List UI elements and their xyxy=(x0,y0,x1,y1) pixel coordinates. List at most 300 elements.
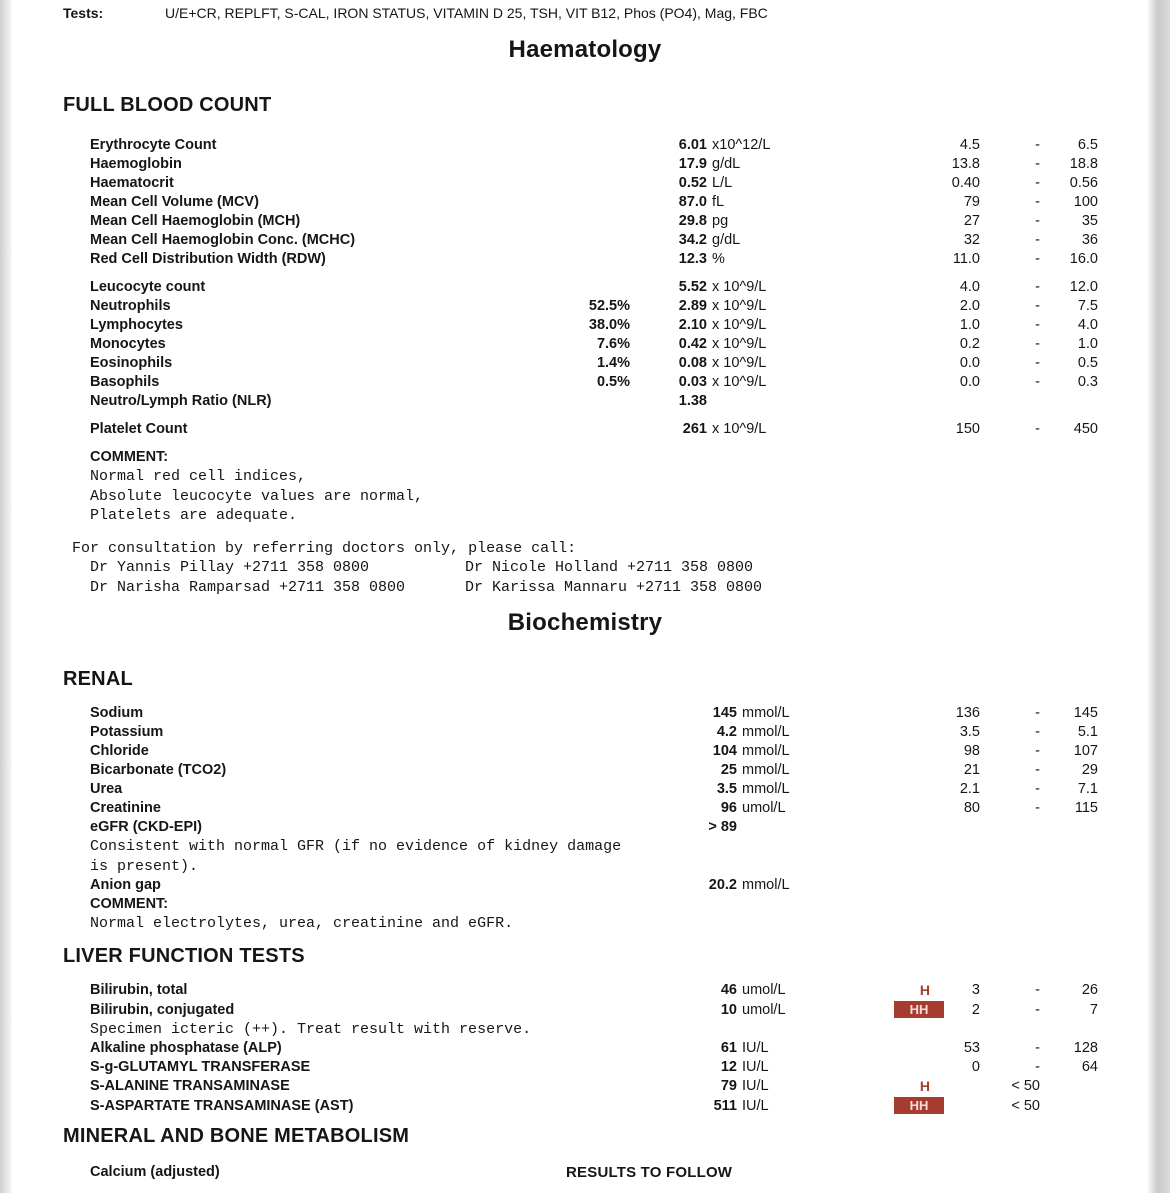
result-value: 29.8 xyxy=(678,213,707,229)
flag-cell xyxy=(852,316,944,335)
percent-value xyxy=(450,1097,630,1116)
test-name: Neutrophils xyxy=(90,298,171,314)
renal-results xyxy=(0,704,1148,934)
result-value: 145 xyxy=(712,705,737,721)
result-unit: mmol/L xyxy=(742,877,790,893)
result-row xyxy=(90,250,1148,269)
result-group xyxy=(0,876,1148,895)
test-name: Erythrocyte Count xyxy=(90,137,217,153)
range-dash: - xyxy=(1035,421,1040,437)
result-unit: IU/L xyxy=(742,1078,769,1094)
test-name: Alkaline phosphatase (ALP) xyxy=(90,1040,282,1056)
percent-value xyxy=(450,155,630,174)
high-flag: H xyxy=(919,981,930,998)
result-unit: mmol/L xyxy=(742,705,790,721)
test-name: Haematocrit xyxy=(90,175,174,191)
result-value: 3.5 xyxy=(716,781,737,797)
flag-cell xyxy=(852,780,944,799)
result-row xyxy=(90,212,1148,231)
reference-low xyxy=(944,392,980,411)
result-row xyxy=(90,799,1148,818)
flag-cell xyxy=(852,704,944,723)
flag-cell xyxy=(852,1077,944,1097)
reference-low: 1.0 xyxy=(959,317,980,333)
result-unit: umol/L xyxy=(742,800,786,816)
test-name: Bilirubin, total xyxy=(90,981,188,998)
range-dash: - xyxy=(1035,1001,1040,1018)
result-value: 25 xyxy=(720,762,737,778)
percent-value xyxy=(450,212,630,231)
result-unit: g/dL xyxy=(712,156,741,172)
reference-high: 115 xyxy=(1074,800,1098,816)
spacer xyxy=(0,439,1148,448)
range-dash: - xyxy=(1035,175,1040,191)
section-heading-full-blood-count: FULL BLOOD COUNT xyxy=(63,94,272,116)
percent-value: 52.5% xyxy=(588,298,630,314)
reference-low: 98 xyxy=(963,743,980,759)
test-name: Monocytes xyxy=(90,336,166,352)
result-row xyxy=(90,297,1148,316)
range-dash xyxy=(980,392,1048,411)
reference-low xyxy=(944,876,980,895)
result-value: 2.10 xyxy=(678,317,707,333)
reference-high: 7 xyxy=(1089,1001,1098,1018)
result-value: 0.52 xyxy=(678,175,707,191)
reference-high: 100 xyxy=(1073,194,1098,210)
flag-cell xyxy=(852,1097,944,1116)
reference-low: 2.1 xyxy=(959,781,980,797)
result-row xyxy=(90,1039,1148,1058)
doctor-contact: Dr Karissa Mannaru +2711 358 0800 xyxy=(465,578,763,596)
test-name: Red Cell Distribution Width (RDW) xyxy=(90,251,326,267)
percent-value: 38.0% xyxy=(588,317,630,333)
result-row xyxy=(90,704,1148,723)
reference-high: 1.0 xyxy=(1077,336,1098,352)
test-name: Haemoglobin xyxy=(90,156,182,172)
reference-high: 35 xyxy=(1081,213,1098,229)
flag-cell xyxy=(852,761,944,780)
reference-high: 7.5 xyxy=(1077,298,1098,314)
result-group xyxy=(0,278,1148,411)
reference-low: 0.0 xyxy=(959,355,980,371)
reference-low: 21 xyxy=(963,762,980,778)
percent-value xyxy=(450,1058,630,1077)
percent-value xyxy=(450,1039,630,1058)
reference-high: 64 xyxy=(1081,1059,1098,1075)
test-name: S-g-GLUTAMYL TRANSFERASE xyxy=(90,1059,311,1075)
reference-high xyxy=(1048,818,1098,837)
result-unit: g/dL xyxy=(712,232,741,248)
result-unit: fL xyxy=(712,194,725,210)
flag-cell xyxy=(852,155,944,174)
percent-value xyxy=(450,704,630,723)
result-row xyxy=(90,1001,1148,1020)
result-row xyxy=(90,818,1148,837)
test-name: Mean Cell Haemoglobin Conc. (MCHC) xyxy=(90,232,356,248)
result-row xyxy=(90,278,1148,297)
result-row xyxy=(90,335,1148,354)
flag-cell xyxy=(852,1001,944,1020)
result-unit xyxy=(737,818,852,837)
flag-cell xyxy=(852,231,944,250)
doctor-contact: Dr Yannis Pillay +2711 358 0800 xyxy=(90,559,370,576)
flag-cell xyxy=(852,212,944,231)
range-dash: - xyxy=(1035,251,1040,267)
result-value: 4.2 xyxy=(716,724,737,740)
result-value: 104 xyxy=(712,743,737,759)
note-line: Normal electrolytes, urea, creatinine and eGFR. xyxy=(90,915,514,932)
test-name: Sodium xyxy=(90,705,144,721)
result-value: 10 xyxy=(720,1001,737,1018)
flag-cell xyxy=(852,876,944,895)
result-unit: IU/L xyxy=(742,1098,769,1114)
result-unit: x 10^9/L xyxy=(712,355,767,371)
result-value: 261 xyxy=(682,421,707,437)
test-name: Eosinophils xyxy=(90,355,173,371)
test-name: S-ASPARTATE TRANSAMINASE (AST) xyxy=(90,1098,354,1114)
test-name: Potassium xyxy=(90,724,164,740)
result-unit xyxy=(707,392,852,411)
flag-cell xyxy=(852,742,944,761)
spacer xyxy=(0,269,1148,278)
range-dash: - xyxy=(1035,298,1040,314)
result-unit: x 10^9/L xyxy=(712,421,767,437)
flag-cell xyxy=(852,723,944,742)
flag-cell xyxy=(852,818,944,837)
test-name: Leucocyte count xyxy=(90,279,206,295)
comment-label: COMMENT: xyxy=(90,449,169,465)
range-dash: - xyxy=(1035,781,1040,797)
percent-value xyxy=(450,278,630,297)
haematology-title: Haematology xyxy=(508,36,662,63)
result-row xyxy=(90,761,1148,780)
reference-low: 150 xyxy=(955,421,980,437)
result-value: 511 xyxy=(713,1098,737,1114)
result-group xyxy=(0,704,1148,837)
reference-high xyxy=(1048,1097,1098,1116)
flag-cell xyxy=(852,373,944,392)
reference-high: 12.0 xyxy=(1069,279,1098,295)
range-dash: - xyxy=(1035,137,1040,153)
flag-cell xyxy=(852,193,944,212)
range-dash xyxy=(980,818,1048,837)
note-line: Normal red cell indices, xyxy=(90,468,307,485)
reference-high: 128 xyxy=(1073,1040,1098,1056)
test-name: Mean Cell Haemoglobin (MCH) xyxy=(90,213,301,229)
result-value: 96 xyxy=(720,800,737,816)
reference-low xyxy=(944,1097,980,1116)
range-dash: - xyxy=(1035,156,1040,172)
result-row xyxy=(90,1077,1148,1097)
result-value: 5.52 xyxy=(678,279,707,295)
result-value: 20.2 xyxy=(708,877,737,893)
result-value: 0.03 xyxy=(678,374,707,390)
spacer xyxy=(0,411,1148,420)
note-line: Platelets are adequate. xyxy=(90,507,298,524)
result-group xyxy=(0,420,1148,439)
percent-value xyxy=(450,1001,630,1020)
percent-value xyxy=(450,174,630,193)
percent-value xyxy=(450,231,630,250)
test-name: Mean Cell Volume (MCV) xyxy=(90,194,259,210)
range-dash: - xyxy=(1035,981,1040,998)
percent-value xyxy=(450,799,630,818)
result-unit: umol/L xyxy=(742,1001,786,1018)
test-name: eGFR (CKD-EPI) xyxy=(90,819,202,835)
consultation-intro: For consultation by referring doctors only, please call: xyxy=(72,539,577,557)
range-dash: - xyxy=(1035,705,1040,721)
reference-limit: < 50 xyxy=(1011,1098,1040,1114)
result-value: 1.38 xyxy=(678,393,707,409)
test-name: Urea xyxy=(90,781,123,797)
percent-value xyxy=(450,193,630,212)
percent-value xyxy=(450,818,630,837)
reference-low: 32 xyxy=(963,232,980,248)
range-dash: - xyxy=(1035,279,1040,295)
consultation-row xyxy=(90,558,1148,578)
doctor-contact: Dr Nicole Holland +2711 358 0800 xyxy=(465,559,754,576)
result-unit: x 10^9/L xyxy=(712,374,767,390)
reference-low: 27 xyxy=(963,213,980,229)
result-unit: x 10^9/L xyxy=(712,298,767,314)
result-unit: mmol/L xyxy=(742,762,790,778)
result-value: 0.42 xyxy=(678,336,707,352)
range-dash: - xyxy=(1035,374,1040,390)
test-name: Basophils xyxy=(90,374,160,390)
result-unit: mmol/L xyxy=(742,781,790,797)
doctor-contact: Dr Narisha Ramparsad +2711 358 0800 xyxy=(90,578,406,596)
result-value: 0.08 xyxy=(678,355,707,371)
results-to-follow-status: RESULTS TO FOLLOW xyxy=(566,1164,733,1181)
result-value: > 89 xyxy=(708,819,737,835)
reference-limit: < 50 xyxy=(1011,1078,1040,1094)
result-value: 17.9 xyxy=(678,156,707,172)
reference-low: 80 xyxy=(963,800,980,816)
range-dash: - xyxy=(1035,743,1040,759)
result-row xyxy=(90,723,1148,742)
reference-high: 145 xyxy=(1073,705,1098,721)
biochemistry-title: Biochemistry xyxy=(507,609,663,636)
flag-cell xyxy=(852,1058,944,1077)
critical-high-flag: HH xyxy=(894,1001,944,1018)
flag-cell xyxy=(852,250,944,269)
reference-high xyxy=(1048,1077,1098,1097)
range-dash: - xyxy=(1035,724,1040,740)
flag-cell xyxy=(852,420,944,439)
reference-low xyxy=(944,1077,980,1097)
viewer-margin-right xyxy=(1148,0,1170,1193)
result-row xyxy=(90,1097,1148,1116)
flag-cell xyxy=(852,278,944,297)
flag-cell xyxy=(852,981,944,1001)
percent-value xyxy=(450,420,630,439)
range-dash: - xyxy=(1035,336,1040,352)
result-row xyxy=(90,373,1148,392)
note-line: Specimen icteric (++). Treat result with reserve. xyxy=(90,1020,532,1038)
result-unit: x 10^9/L xyxy=(712,317,767,333)
percent-value xyxy=(450,780,630,799)
high-flag: H xyxy=(919,1078,930,1094)
result-row xyxy=(90,1058,1148,1077)
test-name: Lymphocytes xyxy=(90,317,183,333)
percent-value xyxy=(450,742,630,761)
flag-cell xyxy=(852,392,944,411)
full-blood-count-results xyxy=(0,136,1148,526)
reference-high: 0.3 xyxy=(1077,374,1098,390)
result-row xyxy=(90,174,1148,193)
result-value: 12.3 xyxy=(678,251,707,267)
result-value: 2.89 xyxy=(678,298,707,314)
test-name: Anion gap xyxy=(90,877,161,893)
range-dash xyxy=(980,876,1048,895)
result-row xyxy=(90,354,1148,373)
result-unit: % xyxy=(712,251,725,267)
result-unit: umol/L xyxy=(742,981,786,998)
flag-cell xyxy=(852,335,944,354)
reference-low: 53 xyxy=(963,1040,980,1056)
result-unit: L/L xyxy=(712,175,733,191)
reference-high: 18.8 xyxy=(1069,156,1098,172)
reference-high: 29 xyxy=(1081,762,1098,778)
result-value: 12 xyxy=(720,1059,737,1075)
reference-low: 3.5 xyxy=(959,724,980,740)
reference-low: 0.40 xyxy=(951,175,980,191)
percent-value xyxy=(450,876,630,895)
range-dash: - xyxy=(1035,317,1040,333)
result-value: 46 xyxy=(720,981,737,998)
reference-low: 4.5 xyxy=(959,137,980,153)
reference-high: 16.0 xyxy=(1069,251,1098,267)
result-row xyxy=(90,742,1148,761)
percent-value xyxy=(450,761,630,780)
flag-cell xyxy=(852,136,944,155)
test-name: Chloride xyxy=(90,743,149,759)
reference-low: 2 xyxy=(971,1001,980,1018)
result-row xyxy=(90,981,1148,1001)
result-row xyxy=(90,316,1148,335)
reference-low: 0.2 xyxy=(959,336,980,352)
result-row xyxy=(90,193,1148,212)
result-row xyxy=(90,420,1148,439)
percent-value: 7.6% xyxy=(596,336,630,352)
result-unit: pg xyxy=(712,213,729,229)
note-line: Absolute leucocyte values are normal, xyxy=(90,487,424,505)
reference-high: 7.1 xyxy=(1077,781,1098,797)
reference-high: 4.0 xyxy=(1077,317,1098,333)
result-unit: IU/L xyxy=(742,1059,769,1075)
reference-low: 11.0 xyxy=(952,251,980,267)
result-row xyxy=(90,876,1148,895)
percent-value: 1.4% xyxy=(596,355,630,371)
reference-high: 107 xyxy=(1073,743,1098,759)
result-row xyxy=(90,155,1148,174)
test-name: S-ALANINE TRANSAMINASE xyxy=(90,1078,290,1094)
percent-value xyxy=(450,723,630,742)
percent-value xyxy=(450,1077,630,1097)
result-row xyxy=(90,780,1148,799)
reference-low: 79 xyxy=(963,194,980,210)
range-dash: - xyxy=(1035,194,1040,210)
result-value: 61 xyxy=(720,1040,737,1056)
reference-high xyxy=(1048,876,1098,895)
reference-low xyxy=(944,818,980,837)
reference-low: 0.0 xyxy=(959,374,980,390)
result-unit: x 10^9/L xyxy=(712,279,767,295)
reference-high: 26 xyxy=(1081,981,1098,998)
result-unit: mmol/L xyxy=(742,743,790,759)
reference-low: 13.8 xyxy=(951,156,980,172)
flag-cell xyxy=(852,354,944,373)
test-name: Neutro/Lymph Ratio (NLR) xyxy=(90,393,272,409)
percent-value xyxy=(450,981,630,1001)
result-unit: x10^12/L xyxy=(712,137,771,153)
result-unit: IU/L xyxy=(742,1040,769,1056)
test-name: Calcium (adjusted) xyxy=(90,1164,220,1180)
section-heading-renal: RENAL xyxy=(63,668,133,690)
reference-high: 0.5 xyxy=(1077,355,1098,371)
flag-cell xyxy=(852,799,944,818)
section-heading-liver-function: LIVER FUNCTION TESTS xyxy=(63,944,305,967)
note-line: Consistent with normal GFR (if no evidence of kidney damage xyxy=(90,838,622,855)
reference-low: 4.0 xyxy=(959,279,980,295)
reference-low: 0 xyxy=(971,1059,980,1075)
test-name: Bicarbonate (TCO2) xyxy=(90,762,227,778)
range-dash: - xyxy=(1035,213,1040,229)
result-row xyxy=(90,231,1148,250)
consultation-block xyxy=(0,539,1148,598)
range-dash: - xyxy=(1035,1059,1040,1075)
percent-value xyxy=(450,136,630,155)
reference-low: 3 xyxy=(971,981,980,998)
tests-label: Tests: xyxy=(63,5,104,21)
result-row xyxy=(90,1163,1148,1182)
result-value: 87.0 xyxy=(678,194,707,210)
result-group xyxy=(0,981,1148,1020)
reference-high: 6.5 xyxy=(1077,137,1098,153)
tests-list: U/E+CR, REPLFT, S-CAL, IRON STATUS, VITAMIN D 25, TSH, VIT B12, Phos (PO4), Mag, FBC xyxy=(165,5,768,21)
result-unit: mmol/L xyxy=(742,724,790,740)
comment-label: COMMENT: xyxy=(90,896,169,912)
flag-cell xyxy=(852,1039,944,1058)
flag-cell xyxy=(852,174,944,193)
reference-high: 36 xyxy=(1081,232,1098,248)
range-dash: - xyxy=(1035,1040,1040,1056)
range-dash: - xyxy=(1035,355,1040,371)
liver-function-results xyxy=(0,981,1148,1117)
result-row xyxy=(90,136,1148,155)
reference-low: 2.0 xyxy=(959,298,980,314)
percent-value xyxy=(450,250,630,269)
result-group xyxy=(0,136,1148,269)
test-name: Creatinine xyxy=(90,800,161,816)
result-value: 79 xyxy=(720,1078,737,1094)
result-group xyxy=(0,1039,1148,1116)
critical-high-flag: HH xyxy=(894,1097,944,1114)
result-value: 6.01 xyxy=(678,137,707,153)
range-dash: - xyxy=(1035,800,1040,816)
test-name: Platelet Count xyxy=(90,421,188,437)
consultation-row xyxy=(90,578,1148,598)
reference-high: 0.56 xyxy=(1069,175,1098,191)
test-name: Bilirubin, conjugated xyxy=(90,1001,235,1018)
range-dash: - xyxy=(1035,232,1040,248)
reference-low: 136 xyxy=(955,705,980,721)
result-row xyxy=(90,392,1148,411)
reference-high: 5.1 xyxy=(1077,724,1098,740)
section-heading-mineral-bone: MINERAL AND BONE METABOLISM xyxy=(63,1125,410,1147)
range-dash: - xyxy=(1035,762,1040,778)
result-unit: x 10^9/L xyxy=(712,336,767,352)
